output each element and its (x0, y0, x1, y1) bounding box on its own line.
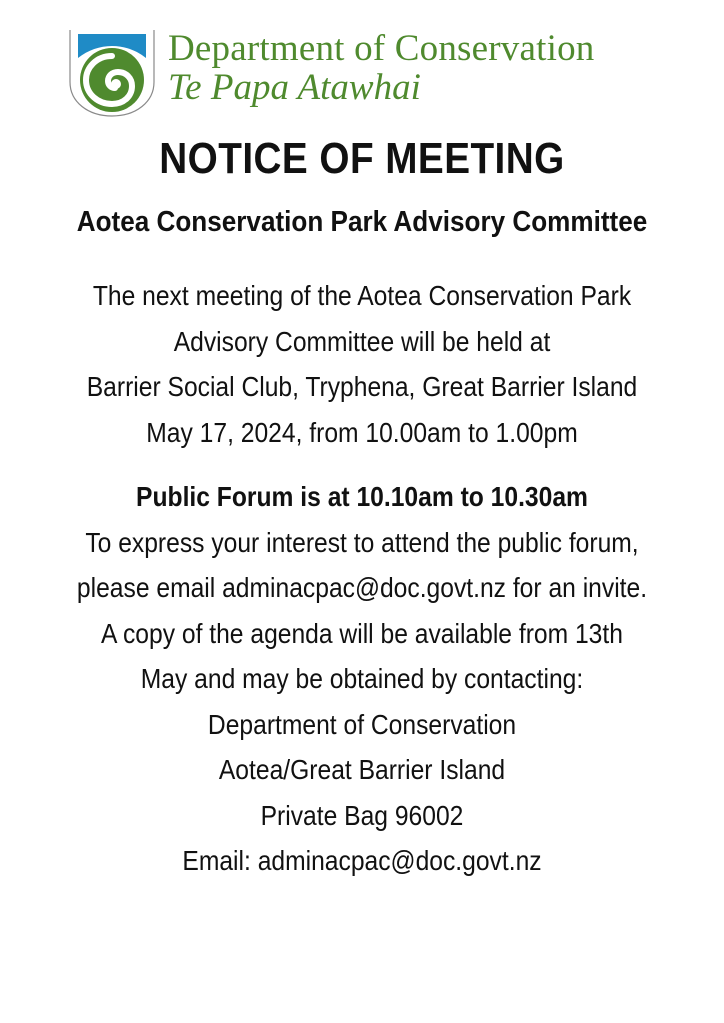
meeting-line: Advisory Committee will be held at (173, 325, 551, 357)
forum-line: A copy of the agenda will be available from 13th (101, 617, 623, 649)
forum-line: To express your interest to attend the public forum, (85, 526, 639, 558)
meeting-details (43, 273, 680, 455)
org-maori-name: Te Papa Atawhai (168, 67, 421, 108)
forum-heading: Public Forum is at 10.10am to 10.30am (136, 481, 588, 512)
page-title: NOTICE OF MEETING (159, 134, 565, 183)
org-heading (168, 30, 594, 108)
contact-address: Private Bag 96002 (260, 799, 464, 831)
doc-koru-logo-icon (66, 28, 158, 118)
public-forum-section (43, 474, 680, 884)
contact-location: Aotea/Great Barrier Island (218, 754, 506, 785)
contact-email: Email: adminacpac@doc.govt.nz (182, 845, 542, 876)
forum-line: May and may be obtained by contacting: (140, 663, 584, 694)
meeting-line: May 17, 2024, from 10.00am to 1.00pm (146, 416, 578, 448)
forum-line: please email adminacpac@doc.govt.nz for an invite. (76, 572, 648, 603)
contact-org: Department of Conservation (207, 708, 517, 740)
committee-subtitle: Aotea Conservation Park Advisory Committee (76, 206, 648, 238)
meeting-line: The next meeting of the Aotea Conservation Park (92, 280, 632, 311)
org-name: Department of Conservation (168, 28, 595, 69)
meeting-line: Barrier Social Club, Tryphena, Great Barrier Island (86, 371, 638, 402)
